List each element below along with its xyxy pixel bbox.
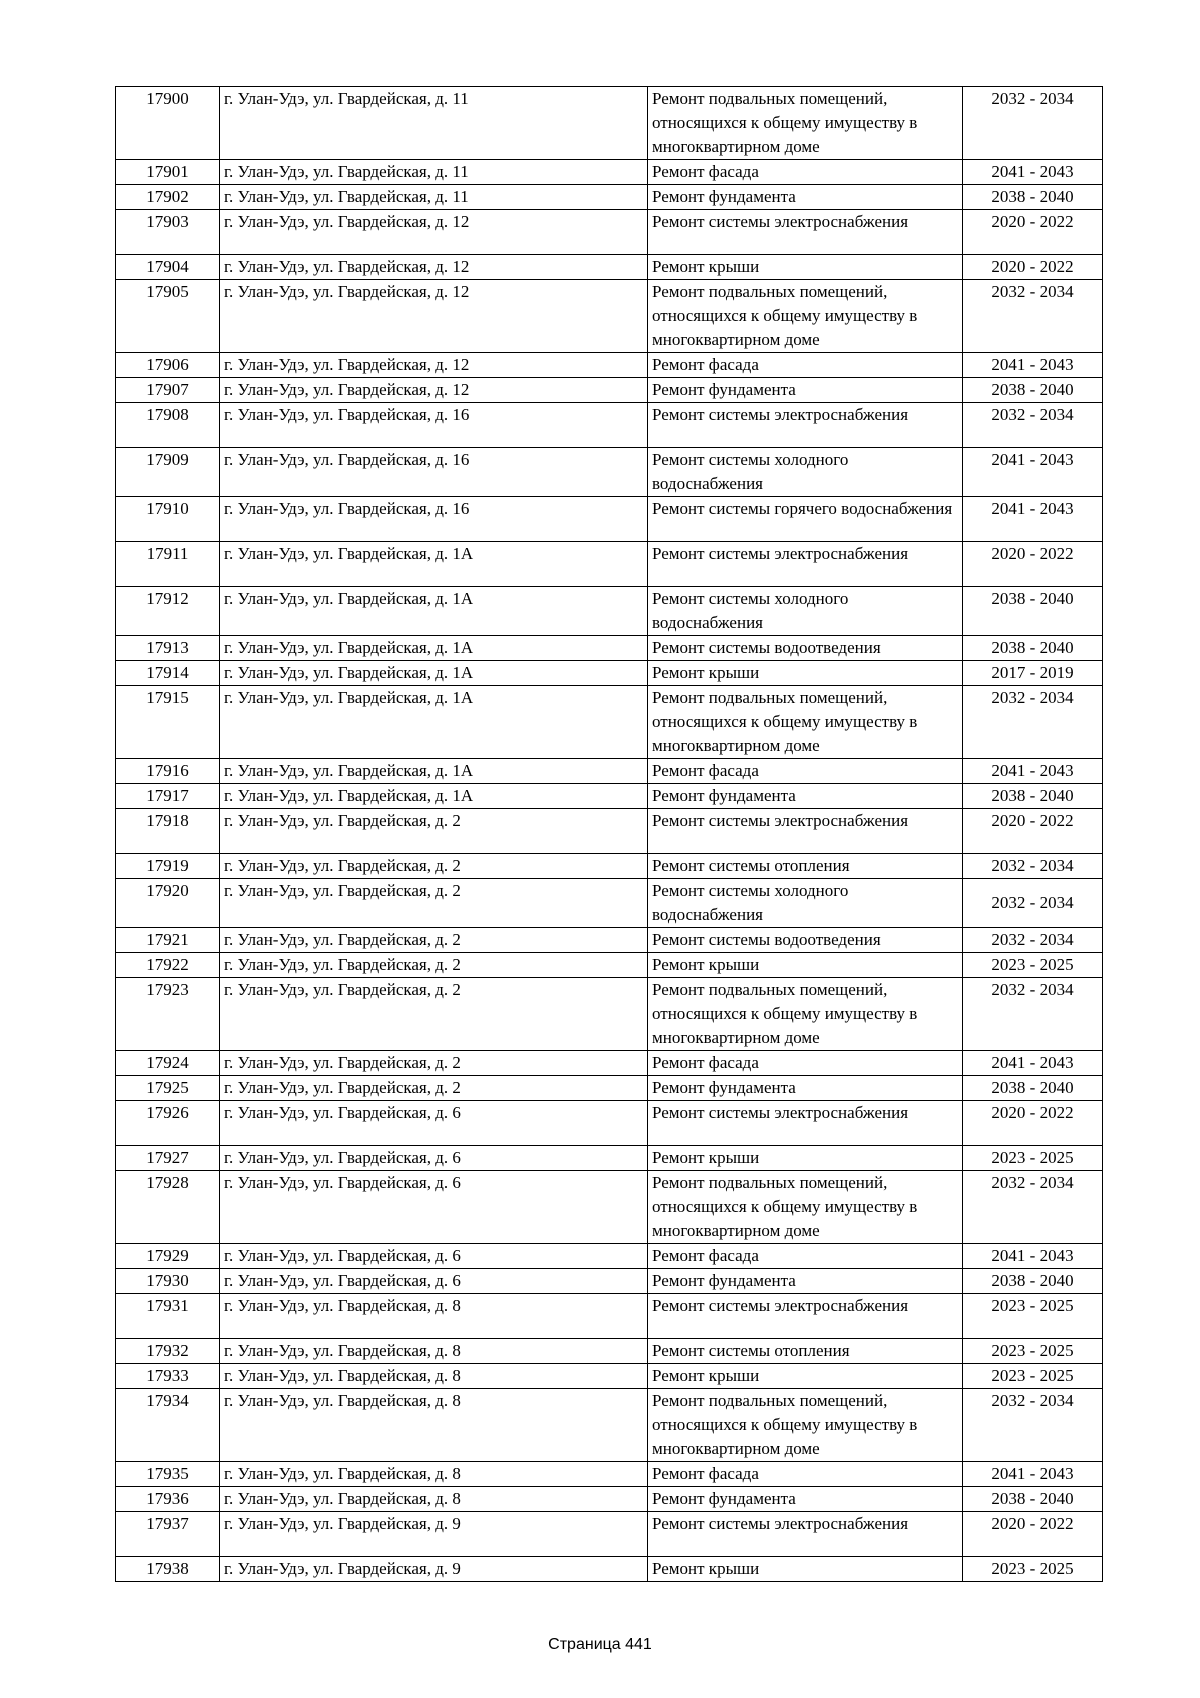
row-period: 2038 - 2040 [963, 378, 1103, 403]
table-row [116, 661, 1103, 686]
row-address: г. Улан-Удэ, ул. Гвардейская, д. 12 [220, 378, 648, 403]
row-period: 2041 - 2043 [963, 1244, 1103, 1269]
row-number: 17909 [116, 448, 220, 497]
row-work-type: Ремонт системы электроснабжения [648, 1101, 963, 1146]
row-work-type: Ремонт системы электроснабжения [648, 809, 963, 854]
row-period: 2041 - 2043 [963, 448, 1103, 497]
row-period: 2023 - 2025 [963, 1294, 1103, 1339]
table-row [116, 928, 1103, 953]
table-row [116, 854, 1103, 879]
table-row [116, 1171, 1103, 1244]
row-address: г. Улан-Удэ, ул. Гвардейская, д. 16 [220, 448, 648, 497]
row-period: 2032 - 2034 [963, 686, 1103, 759]
table-row [116, 879, 1103, 928]
row-work-type: Ремонт системы холодного водоснабжения [648, 879, 963, 928]
row-address: г. Улан-Удэ, ул. Гвардейская, д. 2 [220, 854, 648, 879]
table-row [116, 1339, 1103, 1364]
row-work-type: Ремонт фундамента [648, 784, 963, 809]
table-row [116, 1462, 1103, 1487]
row-work-type: Ремонт системы водоотведения [648, 636, 963, 661]
table-row [116, 1101, 1103, 1146]
row-work-type: Ремонт системы электроснабжения [648, 542, 963, 587]
row-period: 2023 - 2025 [963, 1339, 1103, 1364]
row-address: г. Улан-Удэ, ул. Гвардейская, д. 2 [220, 928, 648, 953]
row-number: 17915 [116, 686, 220, 759]
row-period: 2032 - 2034 [963, 87, 1103, 160]
row-number: 17914 [116, 661, 220, 686]
row-work-type: Ремонт фасада [648, 759, 963, 784]
row-period: 2023 - 2025 [963, 1557, 1103, 1582]
row-number: 17900 [116, 87, 220, 160]
row-address: г. Улан-Удэ, ул. Гвардейская, д. 11 [220, 87, 648, 160]
table-row [116, 587, 1103, 636]
row-period: 2032 - 2034 [963, 879, 1103, 928]
row-period: 2023 - 2025 [963, 1364, 1103, 1389]
table-row [116, 160, 1103, 185]
row-number: 17904 [116, 255, 220, 280]
row-number: 17905 [116, 280, 220, 353]
row-address: г. Улан-Удэ, ул. Гвардейская, д. 1А [220, 587, 648, 636]
row-number: 17923 [116, 978, 220, 1051]
row-period: 2038 - 2040 [963, 185, 1103, 210]
row-address: г. Улан-Удэ, ул. Гвардейская, д. 11 [220, 185, 648, 210]
row-number: 17922 [116, 953, 220, 978]
row-number: 17902 [116, 185, 220, 210]
row-number: 17927 [116, 1146, 220, 1171]
row-address: г. Улан-Удэ, ул. Гвардейская, д. 8 [220, 1294, 648, 1339]
row-period: 2041 - 2043 [963, 497, 1103, 542]
row-work-type: Ремонт системы водоотведения [648, 928, 963, 953]
row-number: 17930 [116, 1269, 220, 1294]
row-address: г. Улан-Удэ, ул. Гвардейская, д. 8 [220, 1339, 648, 1364]
row-number: 17908 [116, 403, 220, 448]
row-address: г. Улан-Удэ, ул. Гвардейская, д. 9 [220, 1512, 648, 1557]
row-address: г. Улан-Удэ, ул. Гвардейская, д. 8 [220, 1389, 648, 1462]
table-row [116, 210, 1103, 255]
row-period: 2020 - 2022 [963, 210, 1103, 255]
table-row [116, 1076, 1103, 1101]
table-row [116, 448, 1103, 497]
table-row [116, 185, 1103, 210]
row-number: 17903 [116, 210, 220, 255]
row-address: г. Улан-Удэ, ул. Гвардейская, д. 9 [220, 1557, 648, 1582]
table-row [116, 759, 1103, 784]
row-address: г. Улан-Удэ, ул. Гвардейская, д. 8 [220, 1487, 648, 1512]
row-number: 17936 [116, 1487, 220, 1512]
table-row [116, 636, 1103, 661]
row-period: 2020 - 2022 [963, 809, 1103, 854]
row-number: 17937 [116, 1512, 220, 1557]
row-address: г. Улан-Удэ, ул. Гвардейская, д. 2 [220, 953, 648, 978]
row-work-type: Ремонт фундамента [648, 1269, 963, 1294]
row-period: 2032 - 2034 [963, 1171, 1103, 1244]
row-number: 17931 [116, 1294, 220, 1339]
row-address: г. Улан-Удэ, ул. Гвардейская, д. 8 [220, 1364, 648, 1389]
row-number: 17929 [116, 1244, 220, 1269]
row-period: 2023 - 2025 [963, 953, 1103, 978]
table-row [116, 280, 1103, 353]
row-period: 2032 - 2034 [963, 280, 1103, 353]
row-number: 17912 [116, 587, 220, 636]
row-work-type: Ремонт крыши [648, 661, 963, 686]
row-address: г. Улан-Удэ, ул. Гвардейская, д. 6 [220, 1269, 648, 1294]
table-row [116, 809, 1103, 854]
row-period: 2032 - 2034 [963, 403, 1103, 448]
table-row [116, 1389, 1103, 1462]
row-address: г. Улан-Удэ, ул. Гвардейская, д. 12 [220, 210, 648, 255]
row-period: 2038 - 2040 [963, 784, 1103, 809]
table-row [116, 978, 1103, 1051]
table-row [116, 1487, 1103, 1512]
row-number: 17911 [116, 542, 220, 587]
table-row [116, 378, 1103, 403]
row-work-type: Ремонт крыши [648, 1364, 963, 1389]
row-number: 17932 [116, 1339, 220, 1364]
table-row [116, 542, 1103, 587]
row-period: 2038 - 2040 [963, 1269, 1103, 1294]
row-address: г. Улан-Удэ, ул. Гвардейская, д. 2 [220, 978, 648, 1051]
row-work-type: Ремонт системы электроснабжения [648, 210, 963, 255]
row-number: 17917 [116, 784, 220, 809]
table-row [116, 255, 1103, 280]
table-body [116, 87, 1103, 1582]
table-row [116, 953, 1103, 978]
table-row [116, 497, 1103, 542]
row-address: г. Улан-Удэ, ул. Гвардейская, д. 2 [220, 1051, 648, 1076]
row-address: г. Улан-Удэ, ул. Гвардейская, д. 16 [220, 403, 648, 448]
row-address: г. Улан-Удэ, ул. Гвардейская, д. 6 [220, 1171, 648, 1244]
row-number: 17926 [116, 1101, 220, 1146]
row-number: 17907 [116, 378, 220, 403]
row-work-type: Ремонт системы холодного водоснабжения [648, 448, 963, 497]
row-address: г. Улан-Удэ, ул. Гвардейская, д. 8 [220, 1462, 648, 1487]
row-period: 2038 - 2040 [963, 1076, 1103, 1101]
row-number: 17925 [116, 1076, 220, 1101]
row-address: г. Улан-Удэ, ул. Гвардейская, д. 12 [220, 255, 648, 280]
row-work-type: Ремонт подвальных помещений, относящихся к общему имуществу в многоквартирном доме [648, 87, 963, 160]
row-number: 17918 [116, 809, 220, 854]
row-period: 2020 - 2022 [963, 255, 1103, 280]
row-work-type: Ремонт подвальных помещений, относящихся к общему имуществу в многоквартирном доме [648, 1171, 963, 1244]
row-address: г. Улан-Удэ, ул. Гвардейская, д. 12 [220, 353, 648, 378]
row-number: 17935 [116, 1462, 220, 1487]
row-number: 17921 [116, 928, 220, 953]
row-work-type: Ремонт фасада [648, 1462, 963, 1487]
page-number: Страница 441 [548, 1636, 652, 1653]
row-period: 2020 - 2022 [963, 1101, 1103, 1146]
row-period: 2041 - 2043 [963, 1462, 1103, 1487]
row-work-type: Ремонт фундамента [648, 185, 963, 210]
row-address: г. Улан-Удэ, ул. Гвардейская, д. 1А [220, 784, 648, 809]
row-period: 2041 - 2043 [963, 160, 1103, 185]
row-work-type: Ремонт подвальных помещений, относящихся к общему имуществу в многоквартирном доме [648, 280, 963, 353]
row-number: 17919 [116, 854, 220, 879]
row-number: 17901 [116, 160, 220, 185]
row-period: 2041 - 2043 [963, 759, 1103, 784]
row-period: 2032 - 2034 [963, 854, 1103, 879]
row-work-type: Ремонт системы отопления [648, 854, 963, 879]
table-row [116, 1051, 1103, 1076]
row-period: 2038 - 2040 [963, 1487, 1103, 1512]
row-work-type: Ремонт крыши [648, 1557, 963, 1582]
row-address: г. Улан-Удэ, ул. Гвардейская, д. 12 [220, 280, 648, 353]
row-address: г. Улан-Удэ, ул. Гвардейская, д. 2 [220, 1076, 648, 1101]
row-work-type: Ремонт фундамента [648, 1076, 963, 1101]
row-work-type: Ремонт системы холодного водоснабжения [648, 587, 963, 636]
row-work-type: Ремонт фасада [648, 1051, 963, 1076]
row-period: 2032 - 2034 [963, 1389, 1103, 1462]
row-number: 17920 [116, 879, 220, 928]
table-row [116, 1146, 1103, 1171]
row-address: г. Улан-Удэ, ул. Гвардейская, д. 6 [220, 1101, 648, 1146]
table-row [116, 1269, 1103, 1294]
table-row [116, 1512, 1103, 1557]
row-period: 2038 - 2040 [963, 587, 1103, 636]
row-work-type: Ремонт системы электроснабжения [648, 1294, 963, 1339]
row-work-type: Ремонт фасада [648, 160, 963, 185]
row-work-type: Ремонт подвальных помещений, относящихся к общему имуществу в многоквартирном доме [648, 1389, 963, 1462]
row-address: г. Улан-Удэ, ул. Гвардейская, д. 11 [220, 160, 648, 185]
row-period: 2041 - 2043 [963, 353, 1103, 378]
row-address: г. Улан-Удэ, ул. Гвардейская, д. 1А [220, 759, 648, 784]
table-row [116, 1244, 1103, 1269]
row-number: 17906 [116, 353, 220, 378]
row-address: г. Улан-Удэ, ул. Гвардейская, д. 1А [220, 542, 648, 587]
table-row [116, 1294, 1103, 1339]
table-row [116, 686, 1103, 759]
row-period: 2020 - 2022 [963, 542, 1103, 587]
row-work-type: Ремонт фундамента [648, 378, 963, 403]
row-number: 17924 [116, 1051, 220, 1076]
row-period: 2041 - 2043 [963, 1051, 1103, 1076]
row-address: г. Улан-Удэ, ул. Гвардейская, д. 2 [220, 809, 648, 854]
row-address: г. Улан-Удэ, ул. Гвардейская, д. 1А [220, 661, 648, 686]
row-address: г. Улан-Удэ, ул. Гвардейская, д. 1А [220, 686, 648, 759]
row-period: 2032 - 2034 [963, 928, 1103, 953]
row-number: 17913 [116, 636, 220, 661]
row-work-type: Ремонт системы отопления [648, 1339, 963, 1364]
row-work-type: Ремонт системы горячего водоснабжения [648, 497, 963, 542]
table-row [116, 353, 1103, 378]
row-period: 2020 - 2022 [963, 1512, 1103, 1557]
table-row [116, 87, 1103, 160]
row-period: 2032 - 2034 [963, 978, 1103, 1051]
row-work-type: Ремонт крыши [648, 1146, 963, 1171]
row-number: 17933 [116, 1364, 220, 1389]
row-period: 2017 - 2019 [963, 661, 1103, 686]
row-number: 17934 [116, 1389, 220, 1462]
row-work-type: Ремонт подвальных помещений, относящихся к общему имуществу в многоквартирном доме [648, 686, 963, 759]
row-number: 17928 [116, 1171, 220, 1244]
row-address: г. Улан-Удэ, ул. Гвардейская, д. 2 [220, 879, 648, 928]
row-period: 2023 - 2025 [963, 1146, 1103, 1171]
row-work-type: Ремонт системы электроснабжения [648, 403, 963, 448]
row-work-type: Ремонт системы электроснабжения [648, 1512, 963, 1557]
row-address: г. Улан-Удэ, ул. Гвардейская, д. 6 [220, 1244, 648, 1269]
row-work-type: Ремонт крыши [648, 953, 963, 978]
table-row [116, 1557, 1103, 1582]
row-period: 2038 - 2040 [963, 636, 1103, 661]
row-work-type: Ремонт фасада [648, 1244, 963, 1269]
repair-schedule-table [115, 86, 1103, 1582]
row-address: г. Улан-Удэ, ул. Гвардейская, д. 16 [220, 497, 648, 542]
row-work-type: Ремонт крыши [648, 255, 963, 280]
row-work-type: Ремонт фасада [648, 353, 963, 378]
row-number: 17916 [116, 759, 220, 784]
table-row [116, 403, 1103, 448]
row-number: 17938 [116, 1557, 220, 1582]
row-address: г. Улан-Удэ, ул. Гвардейская, д. 6 [220, 1146, 648, 1171]
row-work-type: Ремонт фундамента [648, 1487, 963, 1512]
row-number: 17910 [116, 497, 220, 542]
row-work-type: Ремонт подвальных помещений, относящихся к общему имуществу в многоквартирном доме [648, 978, 963, 1051]
table-row [116, 1364, 1103, 1389]
table-row [116, 784, 1103, 809]
row-address: г. Улан-Удэ, ул. Гвардейская, д. 1А [220, 636, 648, 661]
